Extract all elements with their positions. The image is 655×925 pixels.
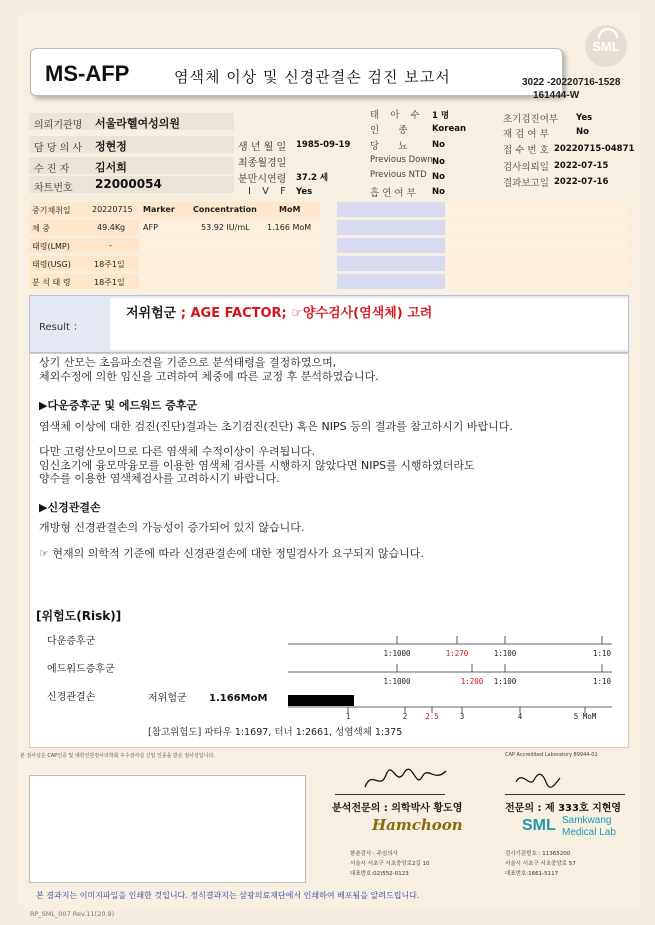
report-date-value: 2022-07-16: [554, 177, 609, 187]
risk-tick-label: 1:10: [592, 649, 612, 658]
hamchoon-logo: Hamchoon: [372, 816, 463, 834]
race-value: Korean: [432, 124, 467, 134]
hamchoon-addr3: 대표번호:02)552-0123: [350, 871, 409, 877]
grid-row-bg: [140, 256, 320, 271]
age-label: 분만시연령: [238, 174, 287, 185]
result-box: [29, 295, 629, 353]
down-line3: 임신초기에 융모막융모를 이용한 염색체 검사를 시행하지 않았다면 NIPS를 시행하였더라도: [39, 459, 475, 472]
risk-tick-label: 4: [517, 712, 523, 721]
retest-label: 재 검 여 부: [503, 129, 549, 140]
row-label: 태령(USG): [32, 260, 71, 269]
signature-line: [335, 794, 445, 795]
hamchoon-addr1: 함춘검사 : 주임의사: [350, 851, 398, 857]
risk-heading: [위험도(Risk)]: [36, 609, 122, 623]
footer-note-right: CAP Accredited Laboratory 89944-01: [505, 752, 598, 758]
bottom-note: 본 결과지는 이미지파일을 인쇄한 것입니다. 정식결과지는 삼광의료재단에서 인쇄하여 배포됨을 알려드립니다.: [36, 891, 420, 900]
request-date-label: 검사의뢰일: [503, 162, 549, 173]
prev-ntd-label: Previous NTD: [370, 170, 427, 180]
ntd-line1: 개방형 신경관결손의 가능성이 증가되어 있지 않습니다.: [39, 521, 305, 534]
risk-tick-label: 1:100: [493, 649, 517, 658]
examinee-label: 수 진 자: [34, 164, 70, 175]
reference-risk: [참고위험도] 파타우 1:1697, 터너 1:2661, 성염색체 1:375: [148, 727, 403, 738]
ntd-group: 저위험군: [148, 693, 187, 704]
lmp-label: 최종월경일: [238, 158, 287, 169]
report-code: MS-AFP: [45, 61, 130, 86]
grid-row-bg: [140, 274, 320, 289]
measurement-grid: [29, 202, 629, 290]
form-code: RP_SML_007 Rev.11(20.9): [30, 910, 115, 918]
analyst-signature-icon: [360, 765, 450, 795]
analyst-title: 분석전문의 : 의학박사 황도영: [332, 803, 463, 814]
age-value: 37.2 세: [296, 173, 329, 183]
smoking-label: 흡 연 여 부: [370, 188, 416, 199]
diabetes-label: 당 뇨: [370, 141, 416, 152]
report-id-line2: 161444-W: [533, 90, 580, 101]
fetus-value: 1 명: [432, 111, 450, 121]
grid-row-bg: [140, 238, 320, 253]
edwards-ticks: [383, 664, 611, 686]
row-value: 18주1일: [94, 278, 125, 287]
receipt-label: 접 수 번 호: [503, 145, 549, 156]
row-label: 태령(LMP): [32, 242, 70, 251]
risk-tick-label: 1:200: [460, 677, 484, 686]
risk-tick-label: 5 MoM: [573, 712, 597, 721]
risk-tick-label: 2.5: [425, 712, 439, 721]
institution-label: 의뢰기관명: [34, 120, 83, 131]
grid-panel-bg: [447, 202, 629, 217]
row-value: -: [109, 241, 112, 250]
sml-name1: Samkwang: [562, 815, 612, 826]
down-risk-label: 다운증후군: [47, 636, 96, 647]
examinee-value: 김서희: [95, 161, 127, 174]
risk-tick-label: 1:270: [445, 649, 469, 658]
birth-value: 1985-09-19: [296, 140, 351, 150]
result-text: [126, 302, 432, 321]
row-value: 20220715: [92, 205, 133, 214]
row-label: 분 석 태 령: [32, 278, 71, 287]
marker-name: AFP: [143, 223, 158, 232]
mom-header: MoM: [279, 205, 301, 214]
risk-tick-label: 1:100: [493, 677, 517, 686]
request-date-value: 2022-07-15: [554, 161, 609, 171]
marker-concentration: 53.92 IU/mL: [201, 223, 250, 232]
row-value: 49.4Kg: [97, 223, 126, 232]
smoking-value: No: [432, 187, 445, 197]
result-highlight: ; AGE FACTOR; ☞양수검사(염색체) 고려: [176, 306, 433, 321]
sml-mark-icon: SML: [522, 817, 556, 834]
chart-value: 22000054: [95, 177, 162, 191]
edwards-risk-label: 에드워드증후군: [47, 664, 115, 675]
grid-panel-bg: [447, 256, 629, 271]
grid-panel-bg: [337, 202, 445, 217]
fetus-label: 태 아 수: [370, 110, 424, 121]
down-heading: ▶다운증후군 및 에드워드 증후군: [39, 399, 198, 412]
down-ticks: [383, 636, 611, 658]
hamchoon-addr2: 서울시 서초구 서초중앙로2길 10: [350, 861, 430, 867]
report-title: 염색체 이상 및 신경관결손 검진 보고서: [174, 68, 451, 86]
ntd-ticks: [346, 707, 597, 721]
specialist-signature-icon: [512, 768, 562, 792]
ntd-line2: ☞ 현재의 의학적 기준에 따라 신경관결손에 대한 정밀검사가 요구되지 않습니다.: [39, 547, 424, 560]
grid-panel-bg: [337, 274, 445, 289]
prev-ntd-value: No: [432, 172, 445, 182]
first-screen-label: 초기검진여부: [503, 114, 559, 125]
institution-value: 서울라헬여성의원: [95, 117, 181, 130]
intro-line2: 체외수정에 의한 임신을 고려하여 체중에 따른 교정 후 분석하였습니다.: [39, 370, 379, 383]
down-line2: 다만 고령산모이므로 다른 염색체 수적이상이 우려됩니다.: [39, 445, 316, 458]
sml-addr2: 서울시 서초구 서초중앙로 57: [505, 861, 576, 867]
intro-line1: 상기 산모는 초음파소견을 기준으로 분석태령을 결정하였으며,: [39, 356, 337, 369]
down-line1: 염색체 이상에 대한 검진(진단)결과는 초기검진(진단) 혹은 NIPS 등의 결과를 참고하시기 바랍니다.: [39, 420, 513, 433]
sml-name2: Medical Lab: [562, 827, 616, 838]
risk-tick-label: 3: [459, 712, 465, 721]
grid-panel-bg: [337, 256, 445, 271]
down-line4: 양수를 이용한 염색체검사를 고려하시기 바랍니다.: [39, 472, 280, 485]
title-box: [30, 48, 563, 96]
risk-chart: [0, 600, 655, 750]
ntd-risk-bar: [288, 695, 354, 706]
prev-down-value: No: [432, 157, 445, 167]
receipt-value: 20220715-04871: [554, 144, 635, 154]
sml-addr3: 대표번호:1661-5117: [505, 871, 559, 877]
first-screen-value: Yes: [576, 113, 593, 123]
risk-tick-label: 1:10: [592, 677, 612, 686]
row-value: 18주1일: [94, 260, 125, 269]
ntd-mom: 1.166MoM: [209, 693, 268, 704]
prev-down-label: Previous Down: [370, 155, 433, 165]
report-id-line1: 3022 -20220716-1528: [522, 77, 621, 88]
concentration-header: Concentration: [193, 205, 257, 214]
grid-panel-bg: [447, 274, 629, 289]
ivf-label: I V F: [248, 186, 290, 197]
retest-value: No: [576, 127, 589, 137]
row-label: 체 중: [32, 224, 50, 233]
grid-panel-bg: [337, 220, 445, 235]
result-prefix: 저위험군: [126, 306, 177, 321]
marker-header: Marker: [143, 205, 175, 214]
doctor-label: 담 당 의 사: [34, 143, 83, 154]
marker-mom: 1.166 MoM: [267, 223, 312, 232]
risk-tick-label: 1:1000: [383, 649, 411, 658]
risk-tick-label: 2: [402, 712, 408, 721]
ntd-risk-label: 신경관결손: [47, 692, 96, 703]
race-label: 인 종: [370, 125, 416, 136]
ntd-heading: ▶신경관결손: [39, 501, 101, 514]
grid-panel-bg: [447, 220, 629, 235]
signature-line: [505, 794, 625, 795]
ivf-value: Yes: [296, 187, 313, 197]
specialist-title: 전문의 : 제 333호 지현영: [505, 803, 622, 814]
risk-tick-label: 1: [345, 712, 351, 721]
result-label: Result ：: [39, 322, 84, 333]
footer-note-left: 본 검사실은 CAP인증 및 대한진단검사의학회 우수검사실 신임 인증을 받은 검사실입니다.: [20, 753, 215, 759]
sml-logo-icon: SML: [585, 25, 627, 67]
sml-addr1: 검사기관번호 : 11365200: [505, 851, 571, 857]
row-label: 중기채취일: [32, 206, 71, 215]
chart-label: 차트번호: [34, 183, 73, 194]
report-date-label: 결과보고일: [503, 178, 549, 189]
birth-label: 생 년 월 일: [238, 142, 287, 153]
grid-panel-bg: [337, 238, 445, 253]
grid-panel-bg: [447, 238, 629, 253]
doctor-value: 정현정: [95, 140, 127, 153]
diabetes-value: No: [432, 140, 445, 150]
risk-tick-label: 1:1000: [383, 677, 411, 686]
comment-box: [29, 775, 306, 883]
